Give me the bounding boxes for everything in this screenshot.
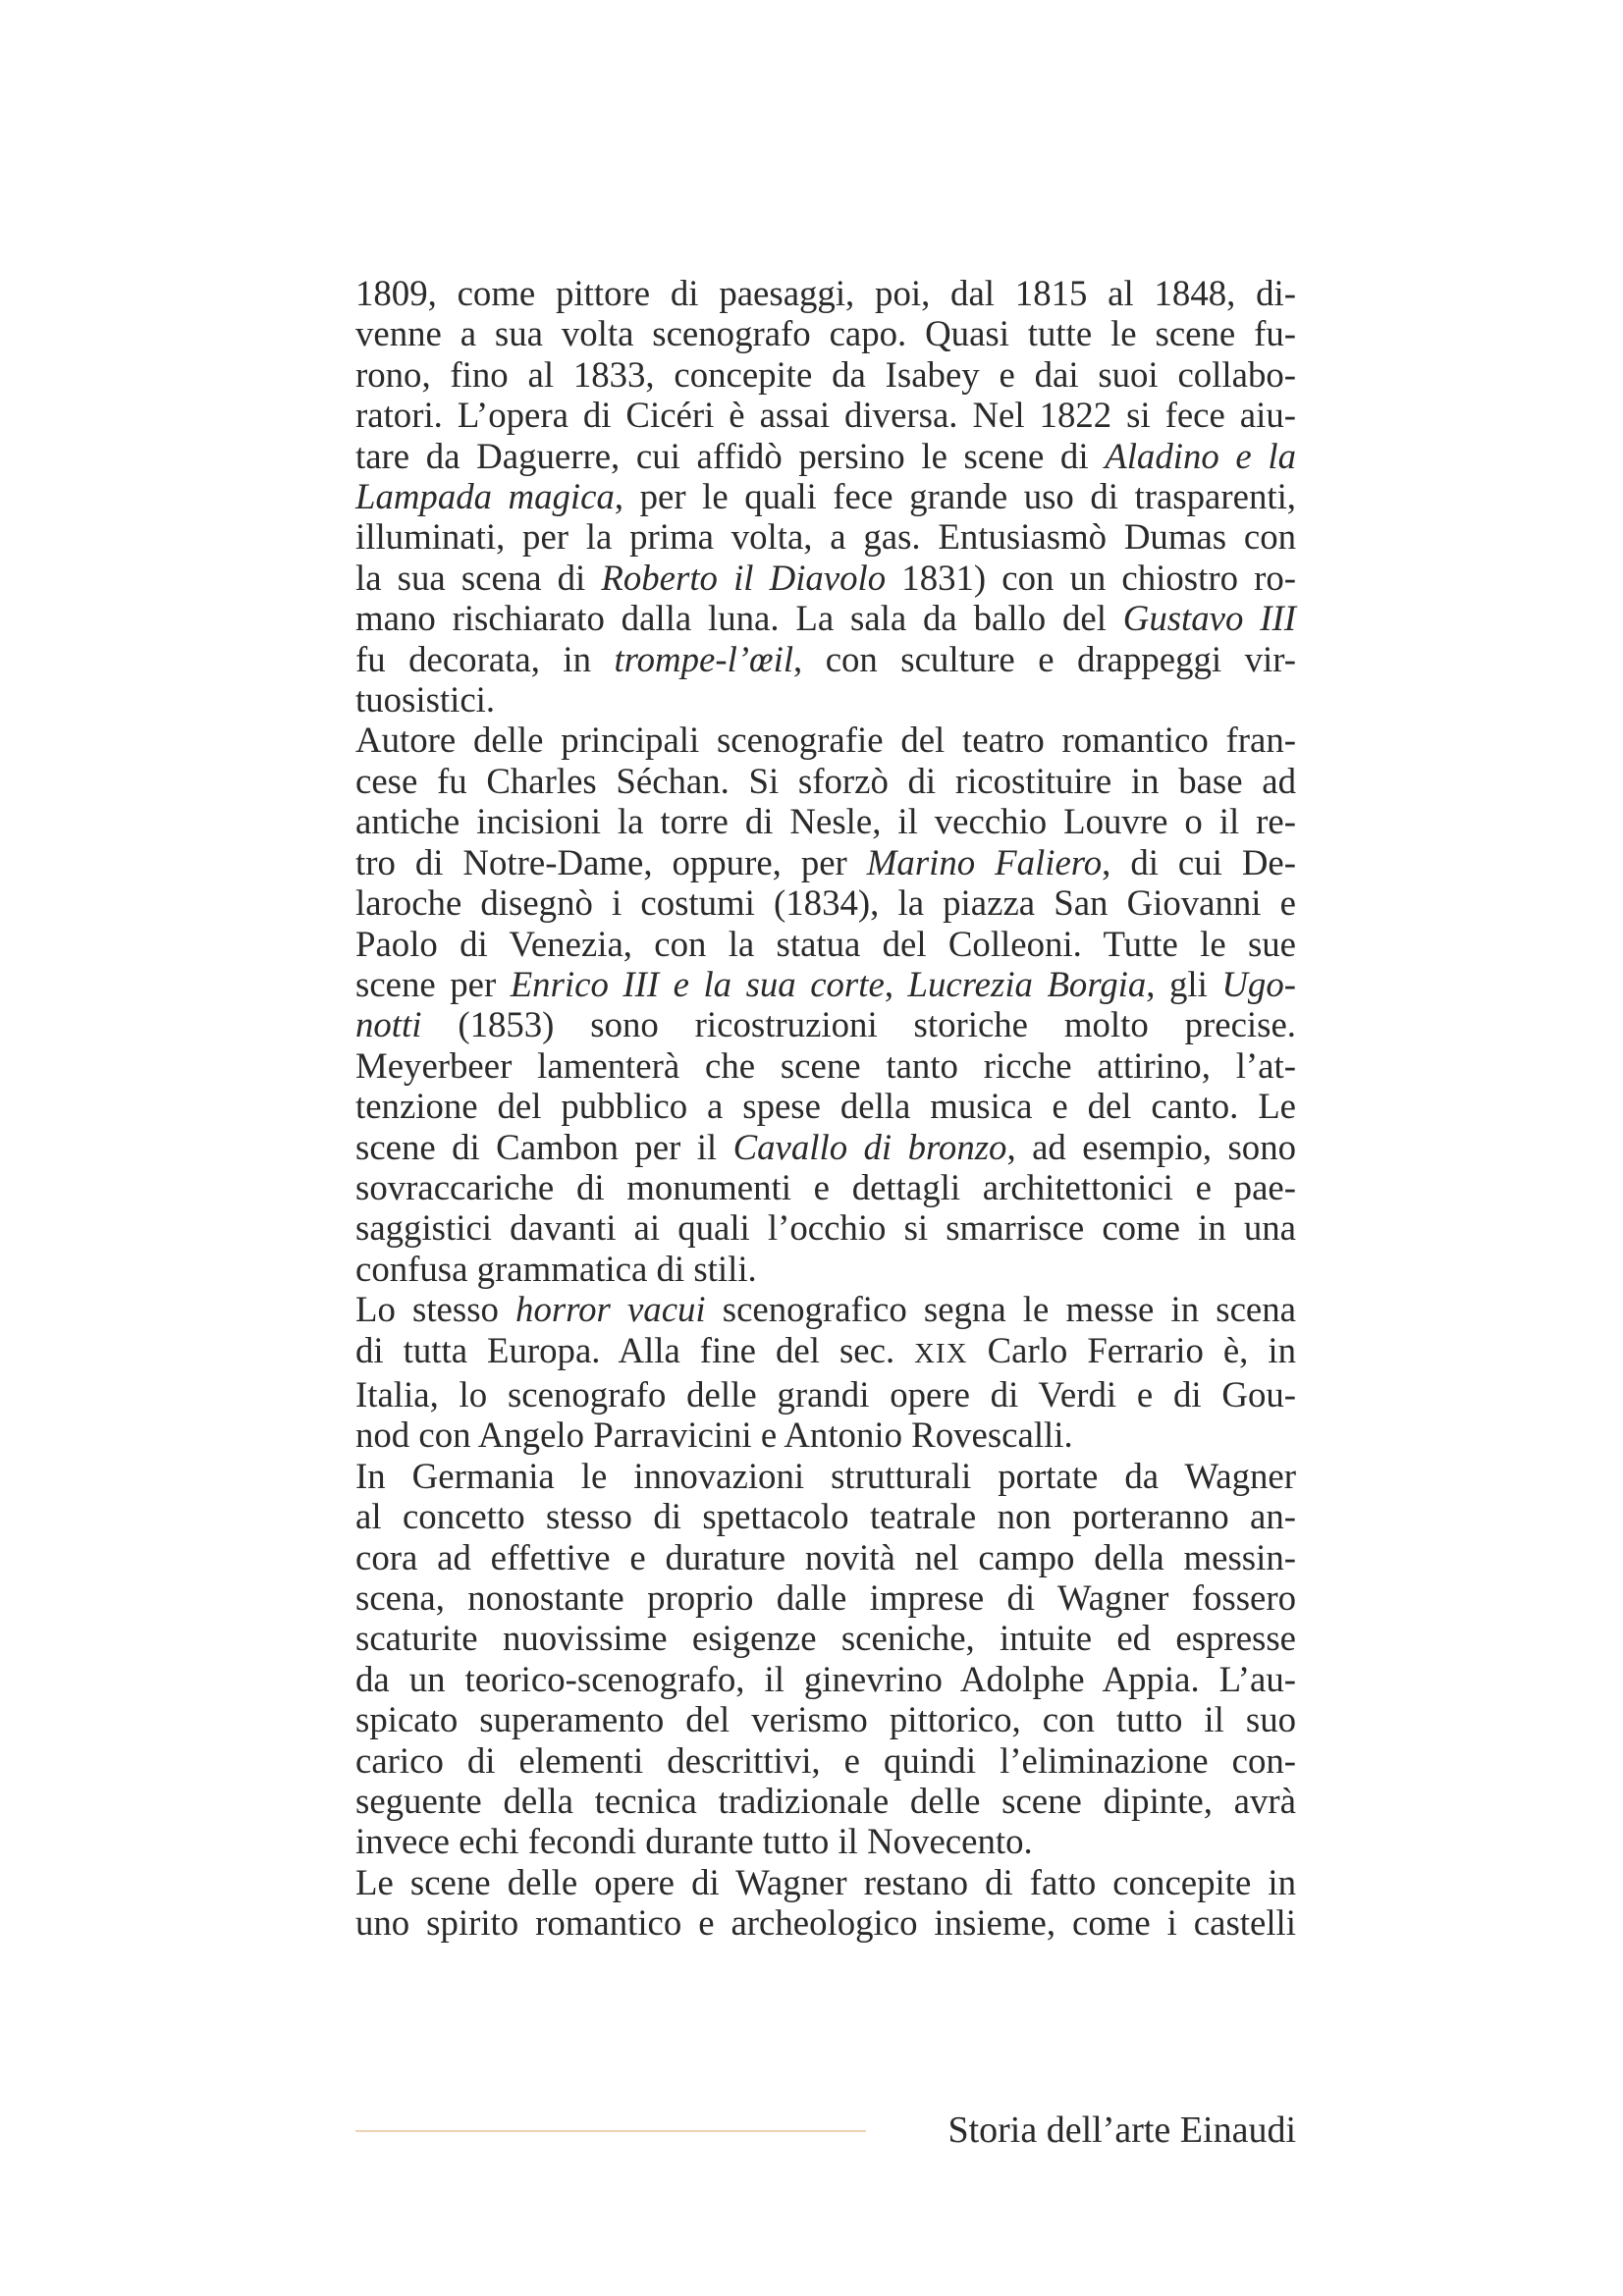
text-line [355,1207,1296,1248]
text-segment: Italia, lo scenografo delle grandi opere di Verdi e di Gou- [355,1373,1296,1415]
text-line [355,558,1296,598]
text-segment: , con sculture e drappeggi vir- [793,638,1296,679]
text-segment: 1831) con un chiostro ro- [886,557,1296,598]
text-line [355,1699,1296,1739]
text-line [355,1577,1296,1618]
text-segment: Paolo di Venezia, con la statua del Colleoni. Tutte le sue [355,923,1296,964]
text-line [355,1086,1296,1126]
text-segment: , ad esempio, sono [1006,1126,1296,1167]
text-segment: la sua scena di [355,557,602,598]
text-segment: cese fu Charles Séchan. Si sforzò di ricostituire in base ad [355,760,1296,801]
text-segment: scenografico segna le messe in scena [705,1289,1296,1330]
body-text [355,273,1296,1944]
text-line [355,924,1296,964]
text-segment: antiche incisioni la torre di Nesle, il vecchio Louvre o il re- [355,801,1296,842]
text-line [355,313,1296,353]
text-line [355,720,1296,760]
text-segment: tenzione del pubblico a spese della musica e del canto. Le [355,1086,1296,1127]
text-segment: Carlo Ferrario è, in [967,1329,1296,1370]
text-line [355,1004,1296,1044]
text-segment: (1853) sono ricostruzioni storiche molto precise. [421,1004,1296,1045]
text-line [355,761,1296,801]
page-footer [355,2109,1296,2158]
text-segment: scena, nonostante proprio dalle imprese di Wagner fossero [355,1577,1296,1618]
text-line [355,1456,1296,1496]
text-line [355,639,1296,679]
text-line [355,1249,1296,1289]
text-segment: XIX [914,1337,968,1369]
text-segment: tare da Daguerre, cui affidò persino le scene di [355,435,1106,476]
text-line [355,1740,1296,1781]
text-segment: ratori. L’opera di Cicéri è assai diversa. Nel 1822 si fece aiu- [355,395,1296,436]
text-segment: saggistici davanti ai quali l’occhio si smarrisce come in una [355,1207,1296,1249]
text-segment: rono, fino al 1833, concepite da Isabey e dai suoi collabo- [355,353,1296,395]
text-segment: , [884,963,908,1004]
text-line [355,1374,1296,1415]
text-line [355,964,1296,1004]
text-segment: , gli [1146,963,1222,1004]
italic-title: Marino Faliero [866,841,1103,882]
text-line [355,1045,1296,1086]
text-segment: invece echi fecondi durante tutto il Novecento. [355,1821,1033,1862]
text-segment: cora ad effettive e durature novità nel campo della messin- [355,1536,1296,1577]
text-line [355,1289,1296,1329]
italic-title: notti [355,1004,422,1045]
text-line [355,1781,1296,1821]
italic-title: Gustavo III [1122,598,1296,639]
text-line [355,1902,1296,1943]
text-segment: venne a sua volta scenografo capo. Quasi tutte le scene fu- [355,313,1296,354]
text-line [355,395,1296,435]
footer-rule [355,2130,866,2132]
text-line [355,1659,1296,1699]
text-line [355,1167,1296,1207]
text-segment: confusa grammatica di stili. [355,1248,757,1289]
text-segment: scene di Cambon per il [355,1126,733,1167]
text-segment: al concetto stesso di spettacolo teatrale non porteranno an- [355,1496,1296,1537]
text-segment: nod con Angelo Parravicini e Antonio Rovescalli. [355,1415,1073,1456]
text-line [355,1415,1296,1455]
text-segment: scaturite nuovissime esigenze sceniche, intuite ed espresse [355,1618,1296,1659]
text-line [355,1537,1296,1577]
italic-title: Cavallo di bronzo [732,1126,1007,1167]
text-segment: , di cui De- [1102,841,1296,882]
text-segment: carico di elementi descrittivi, e quindi l’eliminazione con- [355,1739,1296,1781]
text-line [355,1496,1296,1536]
text-line [355,273,1296,313]
text-segment: da un teorico-scenografo, il ginevrino Adolphe Appia. L’au- [355,1658,1296,1699]
text-line [355,842,1296,882]
text-segment: In Germania le innovazioni strutturali portate da Wagner [355,1455,1296,1496]
text-line [355,516,1296,557]
text-segment: scene per [355,963,511,1004]
italic-title: Roberto il Diavolo [601,557,887,598]
footer-title: Storia dell’arte Einaudi [947,2109,1296,2151]
italic-title: Lucrezia Borgia [907,963,1147,1004]
text-segment: Meyerbeer lamenterà che scene tanto ricche attirino, l’at- [355,1044,1296,1086]
text-segment: , per le quali fece grande uso di trasparenti, [614,476,1296,517]
italic-title: Lampada magica [355,476,615,517]
text-segment: Lo stesso [355,1289,516,1330]
text-segment: illuminati, per la prima volta, a gas. Entusiasmò Dumas con [355,516,1296,558]
text-segment: tuosistici. [355,679,496,721]
text-line [355,1821,1296,1861]
text-line [355,679,1296,720]
text-line [355,882,1296,923]
text-line [355,476,1296,516]
text-segment: uno spirito romantico e archeologico insieme, come i castelli [355,1902,1296,1944]
text-line [355,1330,1296,1374]
text-line [355,1862,1296,1902]
text-segment: tro di Notre-Dame, oppure, per [355,841,867,882]
italic-title: Ugo- [1221,963,1296,1004]
text-line [355,1127,1296,1167]
text-segment: fu decorata, in [355,638,615,679]
italic-title: trompe-l’œil [614,638,794,679]
text-line [355,1618,1296,1658]
italic-title: horror vacui [515,1289,706,1330]
text-segment: mano rischiarato dalla luna. La sala da ballo del [355,598,1123,639]
text-segment: seguente della tecnica tradizionale delle scene dipinte, avrà [355,1781,1296,1822]
text-segment: Autore delle principali scenografie del teatro romantico fran- [355,720,1296,761]
text-line [355,354,1296,395]
text-line [355,436,1296,476]
italic-title: Enrico III e la sua corte [510,963,885,1004]
text-segment: di tutta Europa. Alla fine del sec. [355,1329,915,1370]
italic-title: Aladino e la [1105,435,1297,476]
text-segment: laroche disegnò i costumi (1834), la piazza San Giovanni e [355,882,1296,924]
text-line [355,801,1296,841]
text-segment: spicato superamento del verismo pittorico, con tutto il suo [355,1699,1296,1740]
text-segment: 1809, come pittore di paesaggi, poi, dal 1815 al 1848, di- [355,273,1296,313]
text-segment: Le scene delle opere di Wagner restano di fatto concepite in [355,1861,1296,1902]
text-line [355,598,1296,638]
text-segment: sovraccariche di monumenti e dettagli architettonici e pae- [355,1166,1296,1207]
